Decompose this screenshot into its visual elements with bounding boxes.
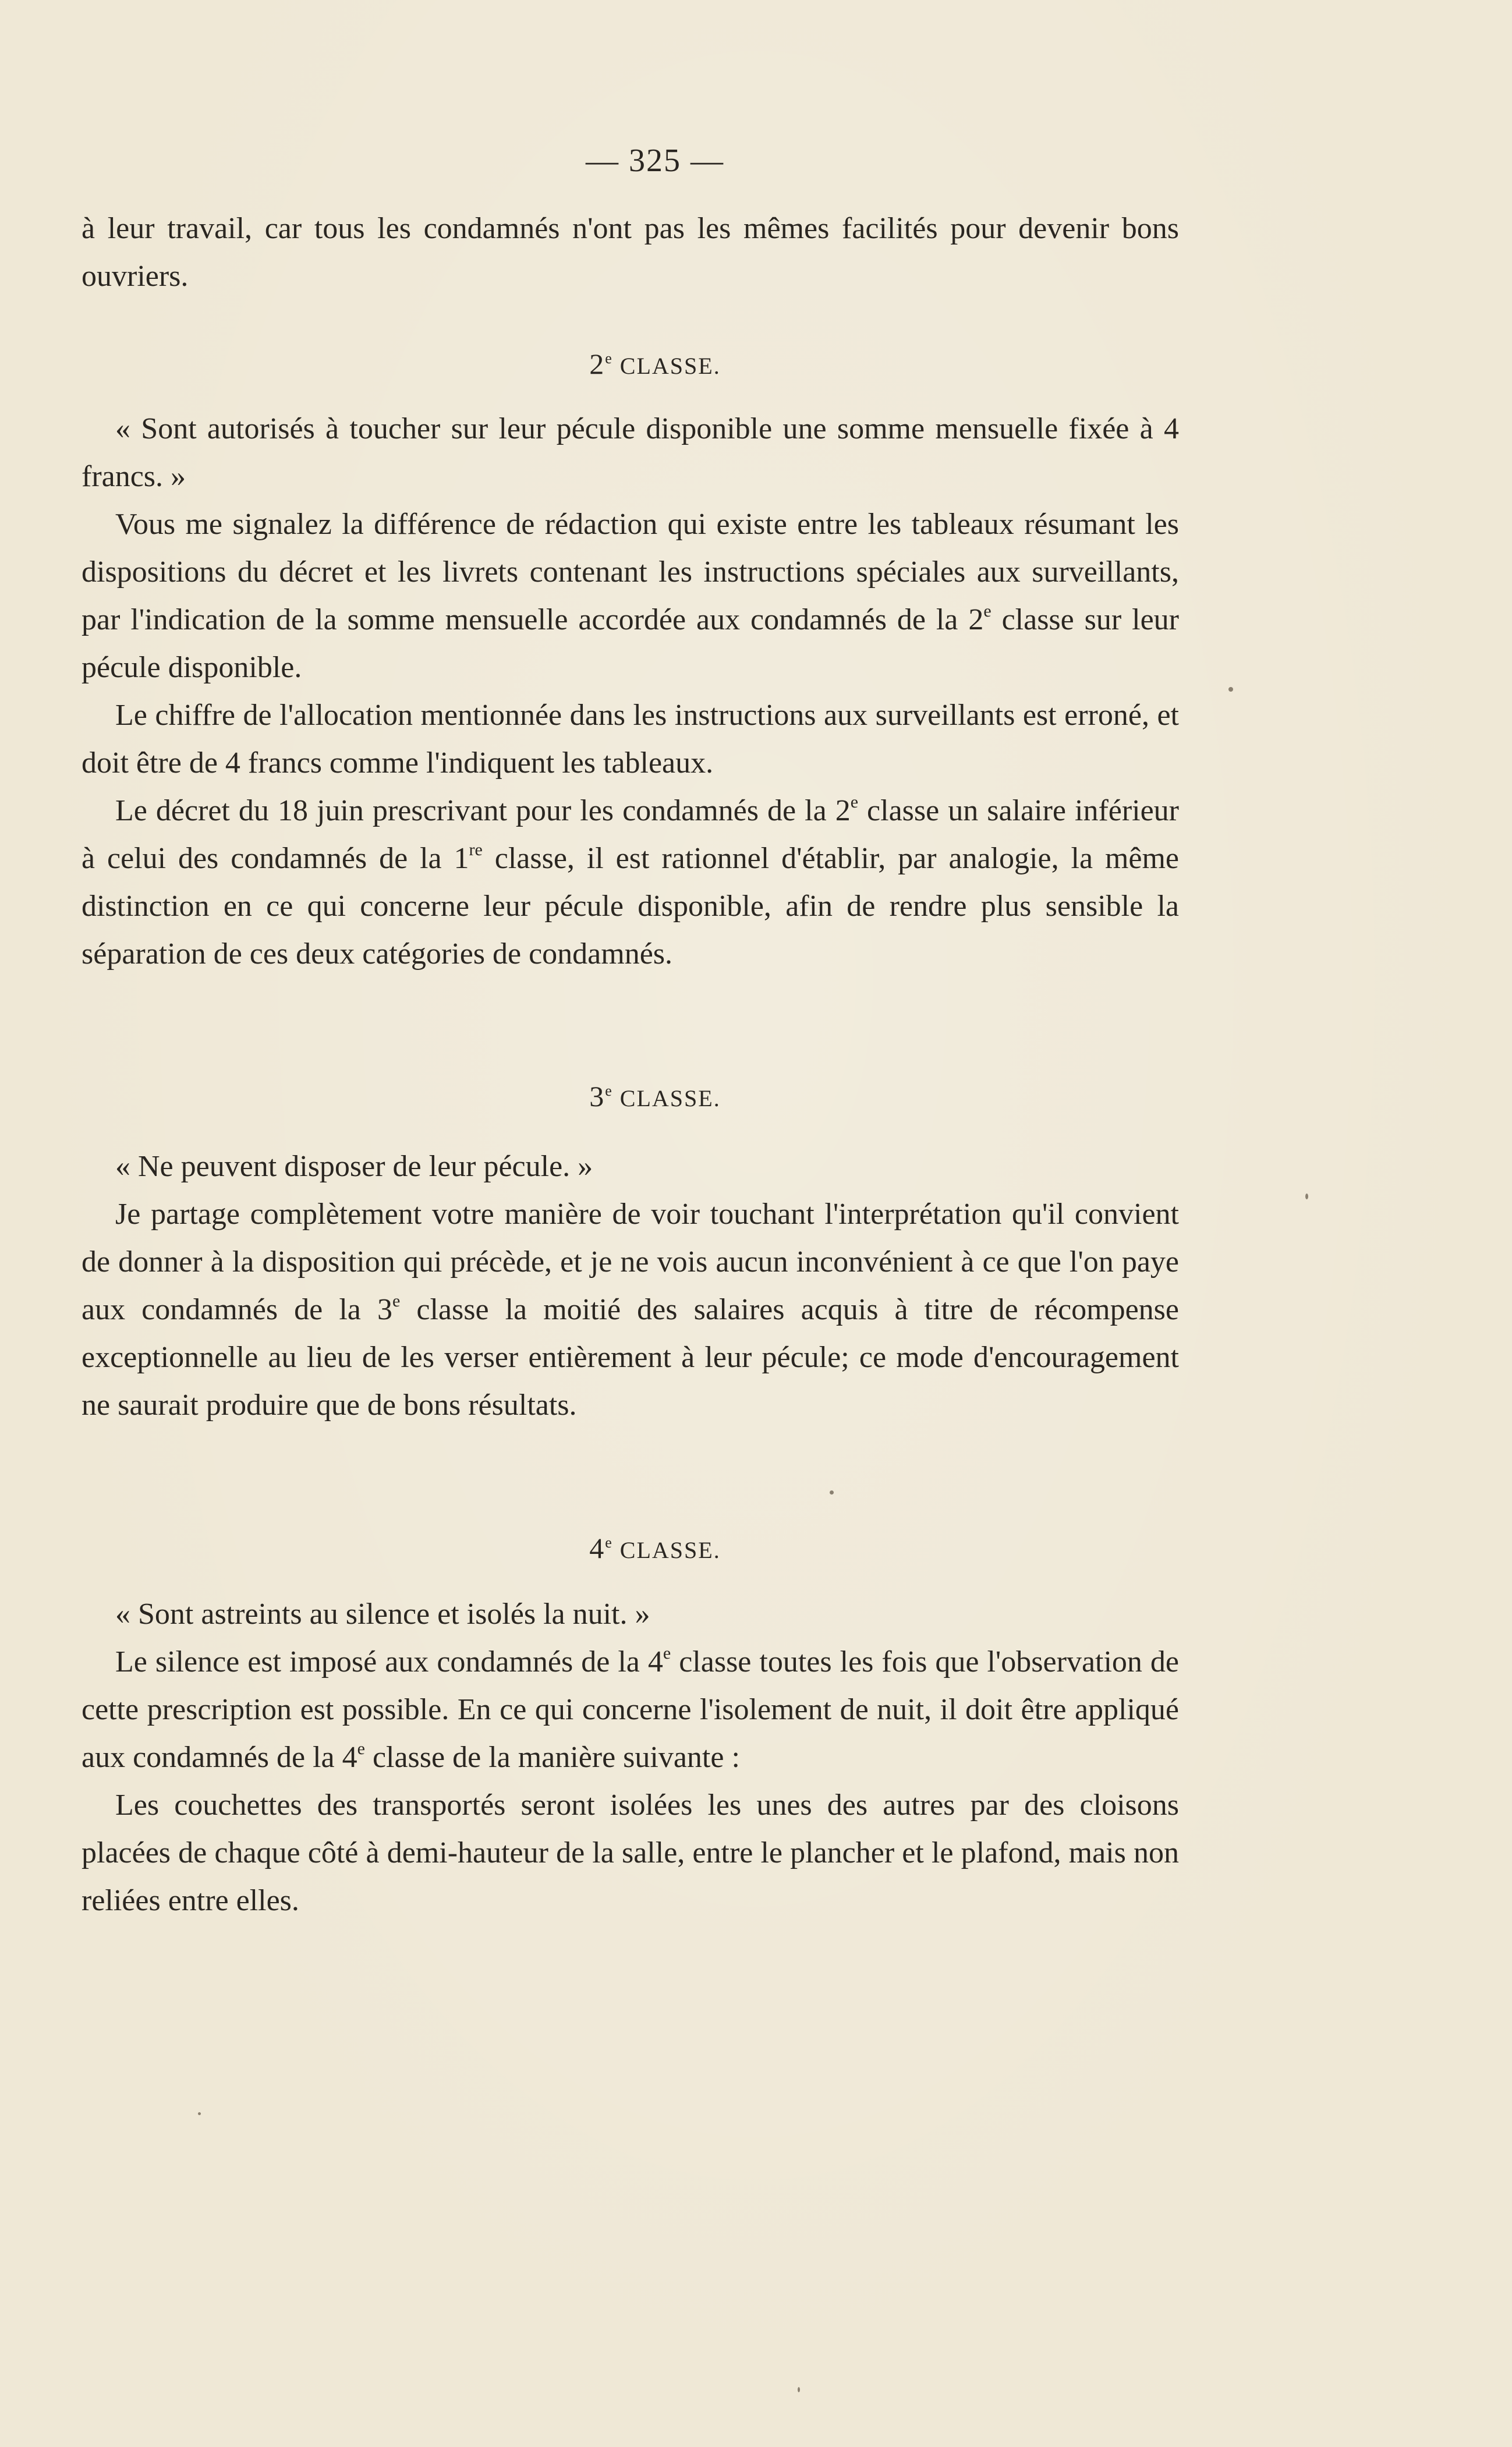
- paper-speck: [198, 2112, 201, 2115]
- paper-speck: [798, 2387, 800, 2392]
- paper-speck: [1305, 1194, 1308, 1199]
- class-2-body: [82, 405, 1179, 978]
- paragraph-text: Le silence est imposé aux condamnés de la 4: [115, 1645, 663, 1678]
- paragraph-text: classe la moitié des salaires acquis à titre de récompense exceptionnelle au lieu de les verser entièrement à leur pécule; ce mode d'encouragement ne saurait produire que de bons résultats.: [82, 1293, 1179, 1422]
- class-4-body: [82, 1591, 1179, 1925]
- heading-word: CLASSE.: [612, 1537, 721, 1563]
- paragraph-text: classe, il est rationnel d'établir, par analogie, la même distinction en ce qui concerne leur pécule disponible, afin de rendre plus sensible la séparation de ces deux catégories de condamnés.: [82, 842, 1180, 971]
- quoted-rule: « Ne peuvent disposer de leur pécule. »: [115, 1150, 593, 1183]
- superscript: e: [357, 1739, 365, 1758]
- paragraph: [82, 1191, 1179, 1429]
- heading-word: CLASSE.: [612, 1085, 721, 1111]
- heading-number: 4: [589, 1532, 605, 1564]
- section-heading-class-2: [0, 347, 1310, 381]
- paragraph-text: Vous me signalez la différence de rédaction qui existe entre les tableaux résumant les dispositions du décret et les livrets contenant les instructions spéciales aux surveillants, par l'indication de la somme mensuelle accordée aux condamnés de la 2: [82, 508, 1179, 636]
- section-heading-class-4: [0, 1531, 1310, 1565]
- section-heading-class-3: [0, 1079, 1310, 1113]
- paragraph: [82, 1638, 1179, 1782]
- paper-speck: [830, 1490, 834, 1495]
- paragraph-text: classe de la manière suivante :: [364, 1741, 740, 1774]
- paragraph-text: classe sur leur pécule disponible.: [82, 603, 1179, 684]
- paragraph: [82, 501, 1179, 692]
- paper-speck: [1228, 687, 1233, 692]
- heading-superscript: e: [605, 350, 613, 367]
- paragraph: Les couchettes des transportés seront isolées les unes des autres par des cloisons placées de chaque côté à demi-hauteur de la salle, entre le plancher et le plafond, mais non reliées entre elles.: [82, 1789, 1179, 1917]
- heading-superscript: e: [605, 1082, 613, 1099]
- superscript: e: [663, 1644, 671, 1663]
- heading-number: 2: [589, 348, 605, 380]
- opening-paragraph-block: [82, 205, 1179, 300]
- paragraph: [82, 787, 1179, 978]
- heading-word: CLASSE.: [612, 353, 721, 379]
- paragraph-text: classe un salaire inférieur à celui des condamnés de la 1: [82, 794, 1180, 875]
- superscript: e: [392, 1291, 401, 1311]
- paragraph-text: Le décret du 18 juin prescrivant pour les condamnés de la 2: [115, 794, 851, 827]
- paragraph: à leur travail, car tous les condamnés n'ont pas les mêmes facilités pour devenir bons ouvriers.: [82, 212, 1179, 293]
- heading-number: 3: [589, 1080, 605, 1113]
- quoted-rule: « Sont astreints au silence et isolés la nuit. »: [115, 1598, 650, 1631]
- class-3-body: [82, 1143, 1179, 1429]
- superscript: e: [983, 601, 992, 621]
- superscript: re: [469, 840, 483, 859]
- paragraph: Le chiffre de l'allocation mentionnée dans les instructions aux surveillants est erroné, et doit être de 4 francs comme l'indiquent les tableaux.: [82, 699, 1179, 780]
- quoted-rule: « Sont autorisés à toucher sur leur pécule disponible une somme mensuelle fixée à 4 francs. »: [82, 412, 1179, 493]
- paragraph-text: classe toutes les fois que l'observation de cette prescription est possible. En ce qui concerne l'isolement de nuit, il doit être appliqué aux condamnés de la 4: [82, 1645, 1180, 1774]
- page-number: — 325 —: [586, 143, 724, 179]
- paragraph-text: Je partage complètement votre manière de voir touchant l'interprétation qu'il convient de donner à la disposition qui précède, et je ne vois aucun inconvénient à ce que l'on paye aux condamnés de la 3: [82, 1198, 1179, 1326]
- heading-superscript: e: [605, 1534, 613, 1551]
- superscript: e: [850, 792, 859, 812]
